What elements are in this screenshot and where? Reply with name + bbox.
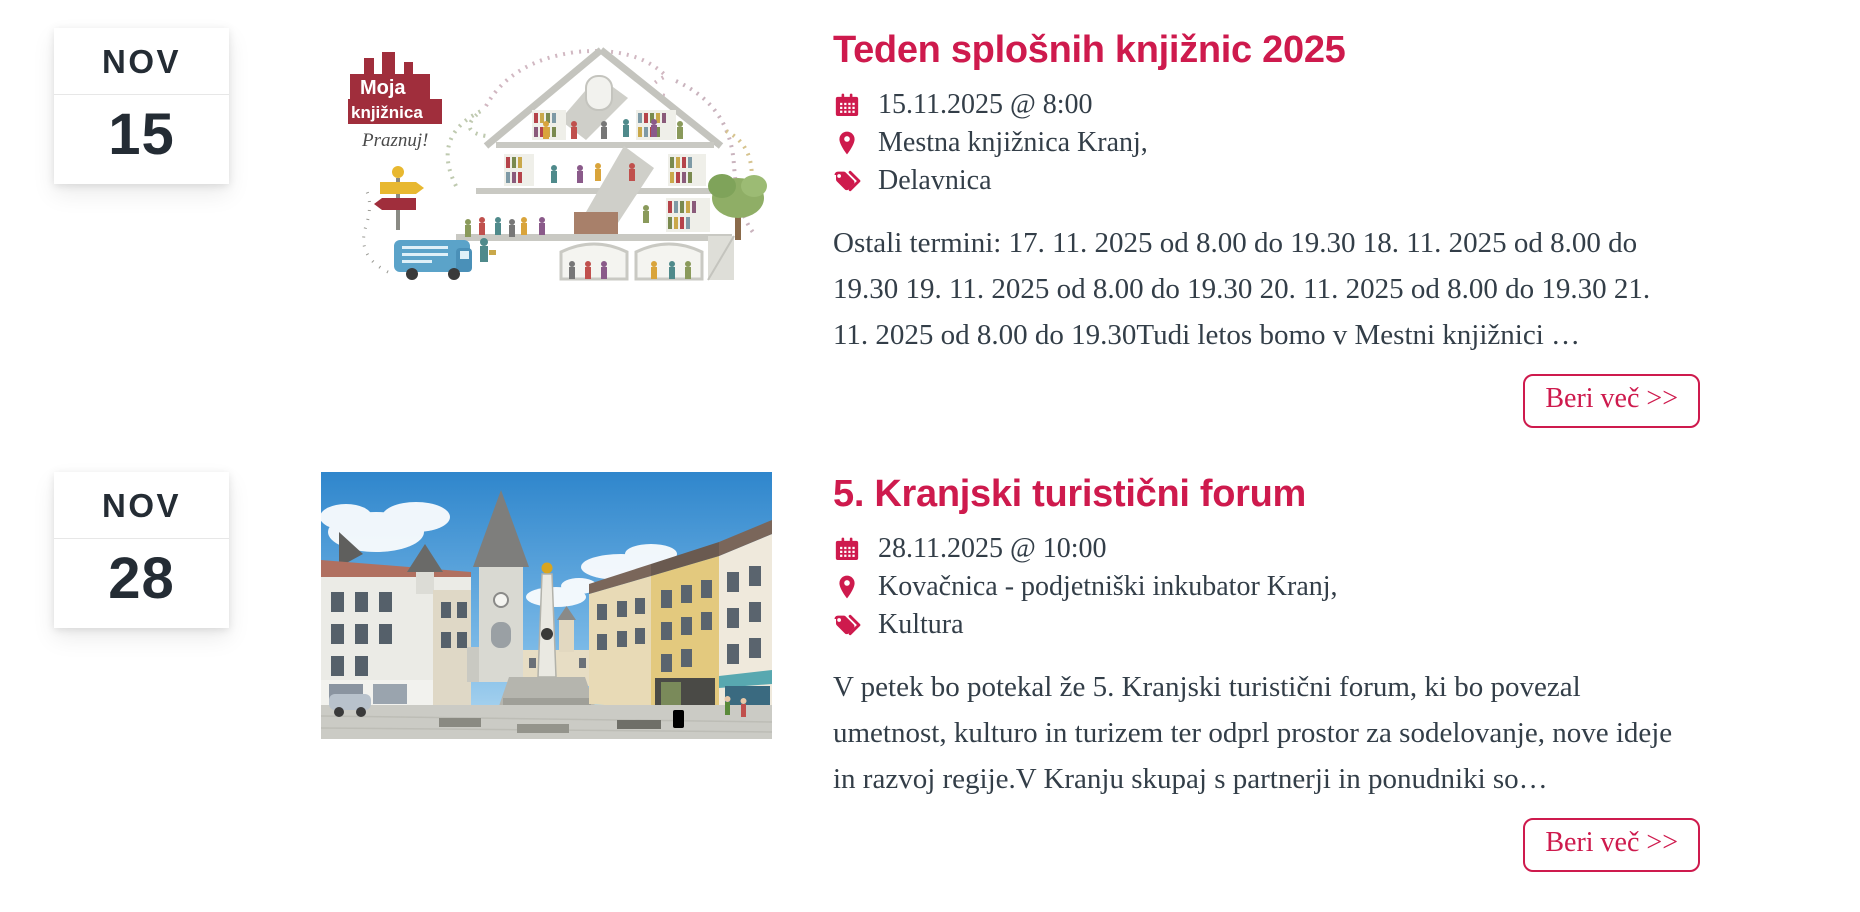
tag-icon [833,612,861,638]
event-datetime: 28.11.2025 @ 10:00 [878,533,1107,564]
event-category: Kultura [878,609,964,640]
read-more-row [833,818,1700,872]
event-content [833,472,1703,872]
map-pin-icon [833,130,861,156]
calendar-icon [833,536,861,562]
event-datetime-row [833,86,1703,124]
event-datetime: 15.11.2025 @ 8:00 [878,89,1093,120]
event-card [0,472,1860,912]
badge-month: NOV [54,28,229,95]
event-category-row [833,606,1703,644]
event-location: Mestna knjižnica Kranj, [878,127,1148,158]
read-more-button[interactable]: Beri več >> [1523,818,1700,872]
event-location-row [833,568,1703,606]
event-category: Delavnica [878,165,992,196]
calendar-icon [833,92,861,118]
town-square-photo [321,472,772,739]
event-meta [833,530,1703,644]
event-thumbnail[interactable] [336,36,773,281]
event-location: Kovačnica - podjetniški inkubator Kranj, [878,571,1338,602]
event-thumbnail[interactable] [321,472,772,739]
event-category-row [833,162,1703,200]
svg-text:Praznuj!: Praznuj! [362,130,429,151]
event-description: Ostali termini: 17. 11. 2025 od 8.00 do 19.30 18. 11. 2025 od 8.00 do 19.30 19. 11. 2025 od 8.00 do 19.30 20. 11. 2025 od 8.00 do 19.30 21. 11. 2025 od 8.00 do 19.30Tudi letos bomo v Mestni knjižnici … [833,227,1651,351]
event-title[interactable]: 5. Kranjski turistični forum [833,473,1307,515]
event-content [833,28,1703,428]
library-illustration [336,36,773,281]
svg-text:Moja: Moja [360,77,406,99]
badge-month: NOV [54,472,229,539]
event-description: V petek bo potekal že 5. Kranjski turistični forum, ki bo povezal umetnost, kulturo in turizem ter odprl prostor za sodelovanje, nove ideje in razvoj regije.V Kranju skupaj s partnerji in ponudniki so… [833,671,1673,795]
map-pin-icon [833,574,861,600]
read-more-row [833,374,1700,428]
event-date-badge [54,28,229,184]
tag-icon [833,168,861,194]
event-location-row [833,124,1703,162]
event-date-badge [54,472,229,628]
event-meta [833,86,1703,200]
svg-text:knjižnica: knjižnica [351,103,423,122]
event-title[interactable]: Teden splošnih knjižnic 2025 [833,29,1346,71]
badge-day: 28 [108,546,175,611]
event-card [0,28,1860,468]
badge-day: 15 [108,102,175,167]
read-more-button[interactable]: Beri več >> [1523,374,1700,428]
event-datetime-row [833,530,1703,568]
